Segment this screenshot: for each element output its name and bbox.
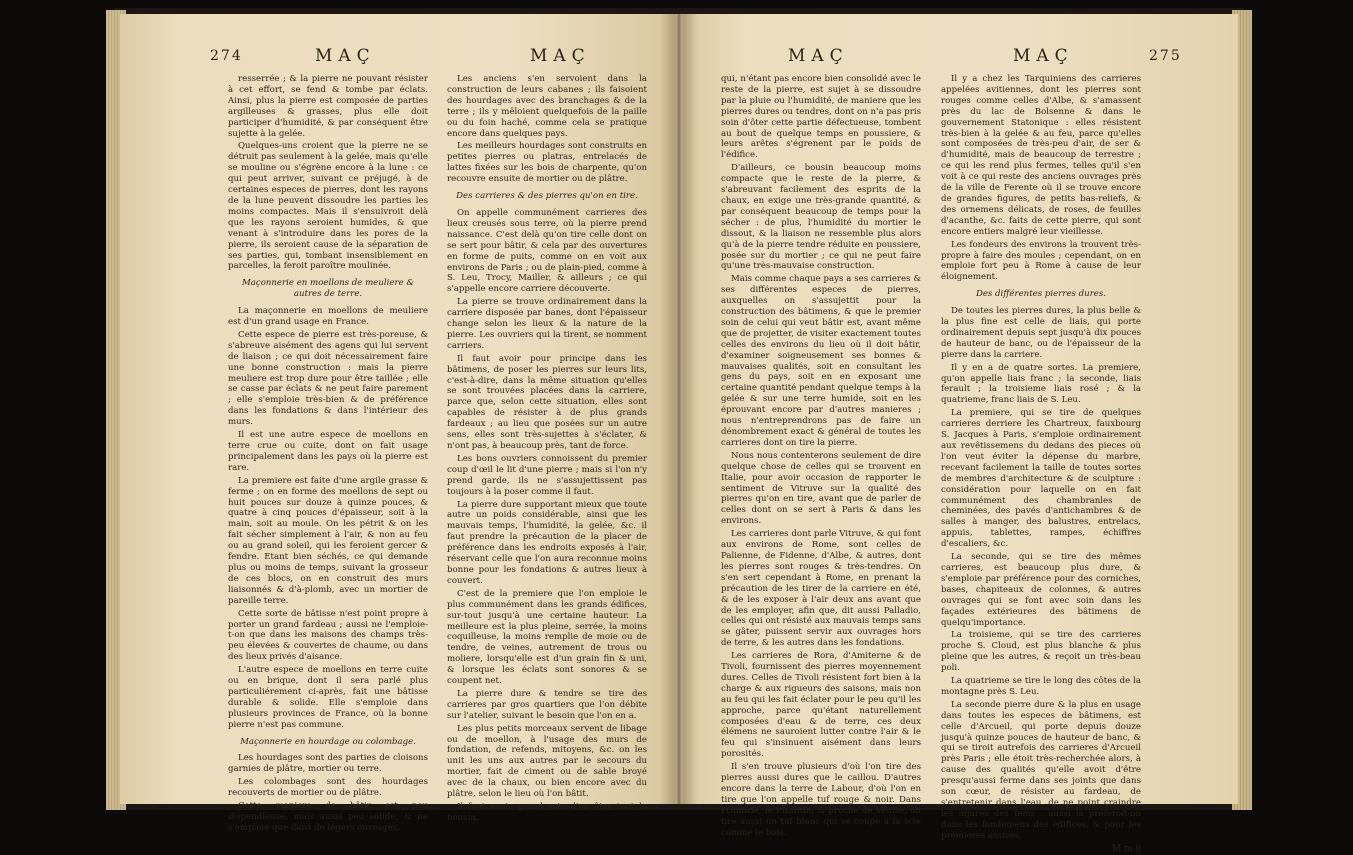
running-head: MAÇ [315,46,376,66]
paragraph: La troisieme, qui se tire des carrieres proche S. Cloud, est plus blanche & plus pleine que les autres, & reçoit un très-beau poli. [941,630,1141,674]
left-page-header [120,46,675,72]
text-column [941,74,1141,855]
paragraph: La pierre dure supportant mieux que toute autre un poids considérable, ainsi que les mauvais temps, l'humidité, la gelée, &c. il faut prendre la précaution de la placer de préférence dans les endroits exposés à l'air, réservant celle que l'on aura reconnue moins bonne pour les fondations & autres lieux à couvert. [447,499,647,586]
section-heading: Des différentes pierres dures. [975,289,1107,300]
book-gutter [660,14,698,804]
paragraph: resserrée ; & la pierre ne pouvant résister à cet effort, se fend & tombe par éclats. Ainsi, plus la pierre est composée de parties argilleuses & grasses, plus elle doit participer d'humidité, & par conséquent être sujette à la gelée. [228,74,428,139]
paragraph: Les meilleurs hourdages sont construits en petites pierres ou platras, entrelacés de lattes fixées sur les bois de charpente, qu'on recouvre ensuite de mortier ou de plâtre. [447,141,647,185]
text-column [721,74,921,841]
paragraph: Il y a chez les Tarquiniens des carrieres appelées avitiennes, dont les pierres sont rouges comme celles d'Albe, & s'amassent près du lac de Bolsenne & dans le gouvernement Statonique : elles résistent très-bien à la gelée & au feu, parce qu'elles sont composées de très-peu d'air, de ser & d'humidité, mais de beaucoup de terrestre ; ce qui les rend plus fermes, telles qu'il s'en voit à ce qui reste des anciens ouvrages près de la ville de Ferente où il se trouve encore de grandes figures, de petits bas-reliefs, & des ornemens délicats, de roses, de feuilles d'acanthe, &c. faits de cette pierre, qui sont encore entiers malgré leur vieillesse. [941,74,1141,237]
paragraph: Les anciens s'en servoient dans la construction de leurs cabanes ; ils faisoient des hourdages avec des branchages & de la terre ; ils y mêloient quelquefois de la paille ou du foin haché, comme cela se pratique encore dans quelques pays. [447,74,647,139]
paragraph: Les fondeurs des environs la trouvent très-propre à faire des moules ; cependant, on en emploie fort peu à Rome à cause de leur éloignement. [941,239,1141,283]
paragraph: Nous nous contenterons seulement de dire quelque chose de celles qui se trouvent en Italie, pour avoir occasion de rapporter le sentiment de Vitruve sur la qualité des pierres qu'on en tire, avant que de parler de celles dont on se sert à Paris & dans les environs. [721,450,921,527]
paragraph: L'autre espece de moellons en terre cuite ou en brique, dont il sera parlé plus particuliérement ci-après, fait une bâtisse durable & solide. Elle s'emploie dans plusieurs provinces de France, où la bonne pierre n'est pas commune. [228,665,428,730]
paragraph: Les plus petits morceaux servent de libage ou de moellon, à l'usage des murs de fondation, de refends, mitoyens, &c. on les unit les uns aux autres par le secours du mortier, fait de ciment ou de sable broyé avec de la chaux, ou bien encore avec du plâtre, selon le lieu où l'on bâtit. [447,723,647,800]
paragraph: Il est une autre espece de moellons en terre crue ou cuite, dont on fait usage principalement dans les pays où la pierre est rare. [228,430,428,473]
paragraph: Cette sorte de bâtisse n'est point propre à porter un grand fardeau ; aussi ne l'emploie-t-on que dans les maisons des champs très-peu élevées & couvertes de chaume, ou dans des lieux privés d'aisance. [228,608,428,663]
open-book [120,14,1238,854]
right-page-header [683,46,1238,72]
text-column [228,74,428,836]
page-number: 275 [1149,48,1182,64]
section-heading: Des carrieres & des pierres qu'on en tire. [456,191,638,202]
paragraph: De toutes les pierres dures, la plus belle & la plus fine est celle de liais, qui porte ordinairement depuis sept jusqu'à dix pouces de hauteur de banc, ou de l'épaisseur de la pierre dans la carriere. [941,306,1141,360]
paragraph: Les carrieres de Rora, d'Amiterne & de Tivoli, fournissent des pierres moyennement dures. Celles de Tivoli résistent fort bien à la charge & aux rigueurs des saisons, mais non au feu qui les fait éclater pour le peu qu'il les approche, parce qu'étant naturellement composées d'eau & de terre, ces deux élémens ne sauroient lutter contre l'air & le feu qui s'insinuent aisément dans leurs porosités. [721,651,921,760]
paragraph: Cette espece de pierre est très-poreuse, & s'abreuve aisément des agens qui lui servent de liaison ; ce qui doit nécessairement faire une bonne construction : mais la pierre meuliere est trop dure pour être taillée ; elle se casse par éclats & ne peut faire parement ; elle s'emploie très-bien & de préférence dans les fondations & dans l'intérieur des murs. [228,329,428,428]
left-page [120,14,675,833]
paragraph: Les colombages sont des hourdages recouverts de mortier ou de plâtre. [228,777,428,799]
paragraph: Il faut avoir grand soin d'en ôter tout le bousin, [447,802,647,823]
running-head: MAÇ [1013,46,1074,66]
paragraph: Cette maniere de bâtir est peu dispendieuse, mais aussi peu solide, & ne s'emploie que dans de légers ouvrages. [228,801,428,833]
paragraph: La pierre dure & tendre se tire des carrieres par gros quartiers que l'on débite sur l'atelier, suivant le besoin que l'on en a. [447,688,647,721]
text-column [447,74,647,826]
paragraph: Mais comme chaque pays a ses carrieres & ses différentes especes de pierres, auxquelles on s'assujettit pour la construction des bâtimens, & que le premier soin de celui qui veut bâtir est, avant même que de projetter, de visiter exactement toutes celles des environs du lieu où il doit bâtir, d'examiner soigneusement ses bonnes & mauvaises qualités, soit en consultant les gens du pays, soit en en exposant une certaine quantité pendant quelque temps à la gelée & sur une terre humide, soit en les éprouvant encore par d'autres manieres ; nous n'entreprendrons pas de faire un dénombrement exact & général de toutes les carrieres dont on tire la pierre. [721,274,921,448]
paragraph: C'est de la premiere que l'on emploie le plus communément dans les grands édifices, sur-tout jusqu'à une certaine hauteur. La meilleure est la plus pleine, serrée, la moins coquilleuse, la moins remplie de moie ou de tendre, de veines, autrement de trous ou moliere, lorsqu'elle est d'un grain fin & uni, & lorsque les éclats sont sonores & se coupent net. [447,588,647,687]
paragraph: Les carrieres dont parle Vitruve, & qui font aux environs de Rome, sont celles de Palienne, de Fidenne, d'Albe, & autres, dont les pierres sont rouges & très-tendres. On s'en sert cependant à Rome, en prenant la précaution de les tirer de la carriere en été, & de les exposer à l'air deux ans avant que de les employer, afin que, dit aussi Palladio, celles qui ont résisté aux mauvais temps sans se gâter, puissent servir aux ouvrages hors de terre, & les autres dans les fondations. [721,529,921,649]
section-heading: Maçonnerie en moellons de meuliere & autres de terre. [241,278,415,300]
running-head: MAÇ [530,46,591,66]
paragraph: La pierre se trouve ordinairement dans la carriere disposée par banes, dont l'épaisseur change selon les lieux & la nature de la pierre. Les ouvriers qui la tirent, se nomment carriers. [447,297,647,351]
paragraph: Les hourdages sont des parties de cloisons garnies de plâtre, mortier ou terre. [228,753,428,775]
paragraph: La seconde, qui se tire des mêmes carrieres, est beaucoup plus dure, & s'emploie par préférence pour des corniches, bases, chapiteaux de colonnes, & autres ouvrages qui se font avec soin dans les façades extérieures des bâtimens de quelqu'importance. [941,552,1141,628]
section-heading: Maçonnerie en hourdage ou colombage. [240,736,416,747]
paragraph: Il faut avoir pour principe dans les bâtimens, de poser les pierres sur leurs lits, c'est-à-dire, dans la même situation qu'elles se sont trouvées placées dans la carriere, parce que, selon cette situation, elles sont capables de résister à de plus grands fardeaux ; au lieu que posées sur un autre sens, elles sont très-sujettes à s'éclater, & n'ont pas, à beaucoup près, tant de force. [447,353,647,451]
paragraph: La quatrieme se tire le long des côtes de la montagne près S. Leu. [941,676,1141,697]
page-number: 274 [210,48,243,64]
paragraph: La maçonnerie en moellons de meuliere est d'un grand usage en France. [228,306,428,328]
paragraph: D'ailleurs, ce bousin beaucoup moins compacte que le reste de la pierre, & s'abreuvant facilement des esprits de la chaux, en exige une très-grande quantité, & par conséquent beaucoup de temps pour la sécher : de plus, l'humidité du mortier le dissout, & la liaison ne ressemble plus alors qu'à de la pierre tendre réduite en poussiere, posée sur du mortier ; ce qui ne peut faire qu'une très-mauvaise construction. [721,163,921,272]
paragraph: Les bons ouvriers connoissent du premier coup d'œil le lit d'une pierre ; mais si l'on n'y prend garde, ils ne s'assujettissent pas toujours à la poser comme il faut. [447,453,647,497]
running-head: MAÇ [788,46,849,66]
paragraph: Il y en a de quatre sortes. La premiere, qu'on appelle liais franc ; la seconde, liais ferault ; la troisieme liais rosé ; & la quatrieme, franc liais de S. Leu. [941,362,1141,406]
paragraph: Il s'en trouve plusieurs d'où l'on tire des pierres aussi dures que le caillou. D'autres encore dans la terre de Labour, d'où l'on en tire que l'on appelle tuf rouge & noir. Dans l'Ombrie, le Pisantin, & proche de Venise, on tire aussi un tuf blanc qui se coupe à la scie comme le bois. [721,762,921,838]
paragraph: La premiere est faite d'une argile grasse & ferme ; on en forme des moellons de sept ou huit pouces sur douze à quinze pouces, & quatre à cinq pouces d'épaisseur, soit à la main, soit au moule. On les pétrit & on les fait sécher simplement à l'air, & non au feu ou au grand soleil, qui les feroient gercer & fendre. Etant bien séchés, ce qui demande plus ou moins de temps, suivant la grosseur de ces blocs, on en construit des murs liaisonnés & d'à-plomb, avec un mortier de pareille terre. [228,475,428,606]
signature-mark: M m ij [1111,843,1141,854]
paragraph: Quelques-uns croient que la pierre ne se détruit pas seulement à la gelée, mais qu'elle se mouline ou s'égrène encore à la lune : ce qui peut arriver, suivant ce préjugé, à de certaines especes de pierres, dont les rayons de la lune peuvent dissoudre les parties les moins compactes. Mais il s'ensuivroit delà que les rayons seroient humides, & que venant à s'introduire dans les pores de la pierre, ils seroient cause de la séparation de ses parties, qui, tombant insensiblement en parcelles, la feroit paroître moulinée. [228,141,428,272]
paragraph: qui, n'étant pas encore bien consolidé avec le reste de la pierre, est sujet à se dissoudre par la pluie ou l'humidité, de maniere que les pierres dures ou tendres, dont on n'a pas pris soin d'ôter cette partie défectueuse, tombent au bout de quelque temps en poussiere, & leurs arêtes s'égrenent par le poids de l'édifice. [721,74,921,161]
right-page [683,14,1238,854]
paragraph: La seconde pierre dure & la plus en usage dans toutes les especes de bâtimens, est celle d'Arcueil, qui porte depuis douze jusqu'à quinze pouces de hauteur de banc, & qui se tiroit autrefois des carrieres d'Arcueil près Paris ; elle étoit très-recherchée alors, à cause des qualités qu'elle avoit d'être presqu'aussi ferme dans ses joints que dans son cœur, de résister au fardeau, de s'entretenir dans l'eau, de ne point craindre les injures des tems : aussi la préféroit-on dans les fondemens des édifices, & pour les premieres assises. [941,699,1141,841]
paragraph: On appelle communément carrieres des lieux creusés sous terre, où la pierre prend naissance. C'est delà qu'on tire celle dont on se sert pour bâtir, & cela par des ouvertures en forme de puits, comme on en voit aux environs de Paris ; ou de plain-pied, comme à S. Leu, Trocy, Mailler, & ailleurs ; ce qui s'appelle encore carriere découverte. [447,207,647,295]
paragraph: La premiere, qui se tire de quelques carrieres derriere les Chartreux, fauxbourg S. Jacques à Paris, s'emploie ordinairement aux revêtissemens du dedans des pieces où l'on veut éviter la dépense du marbre, recevant facilement la taille de toutes sortes de membres d'architecture & de sculpture : considération pour laquelle on en fait communément des chambranles de cheminées, des pavés d'antichambres & de salles à manger, des balustres, entrelacs, appuis, tablettes, rampes, échiffres d'escaliers, &c. [941,408,1141,550]
